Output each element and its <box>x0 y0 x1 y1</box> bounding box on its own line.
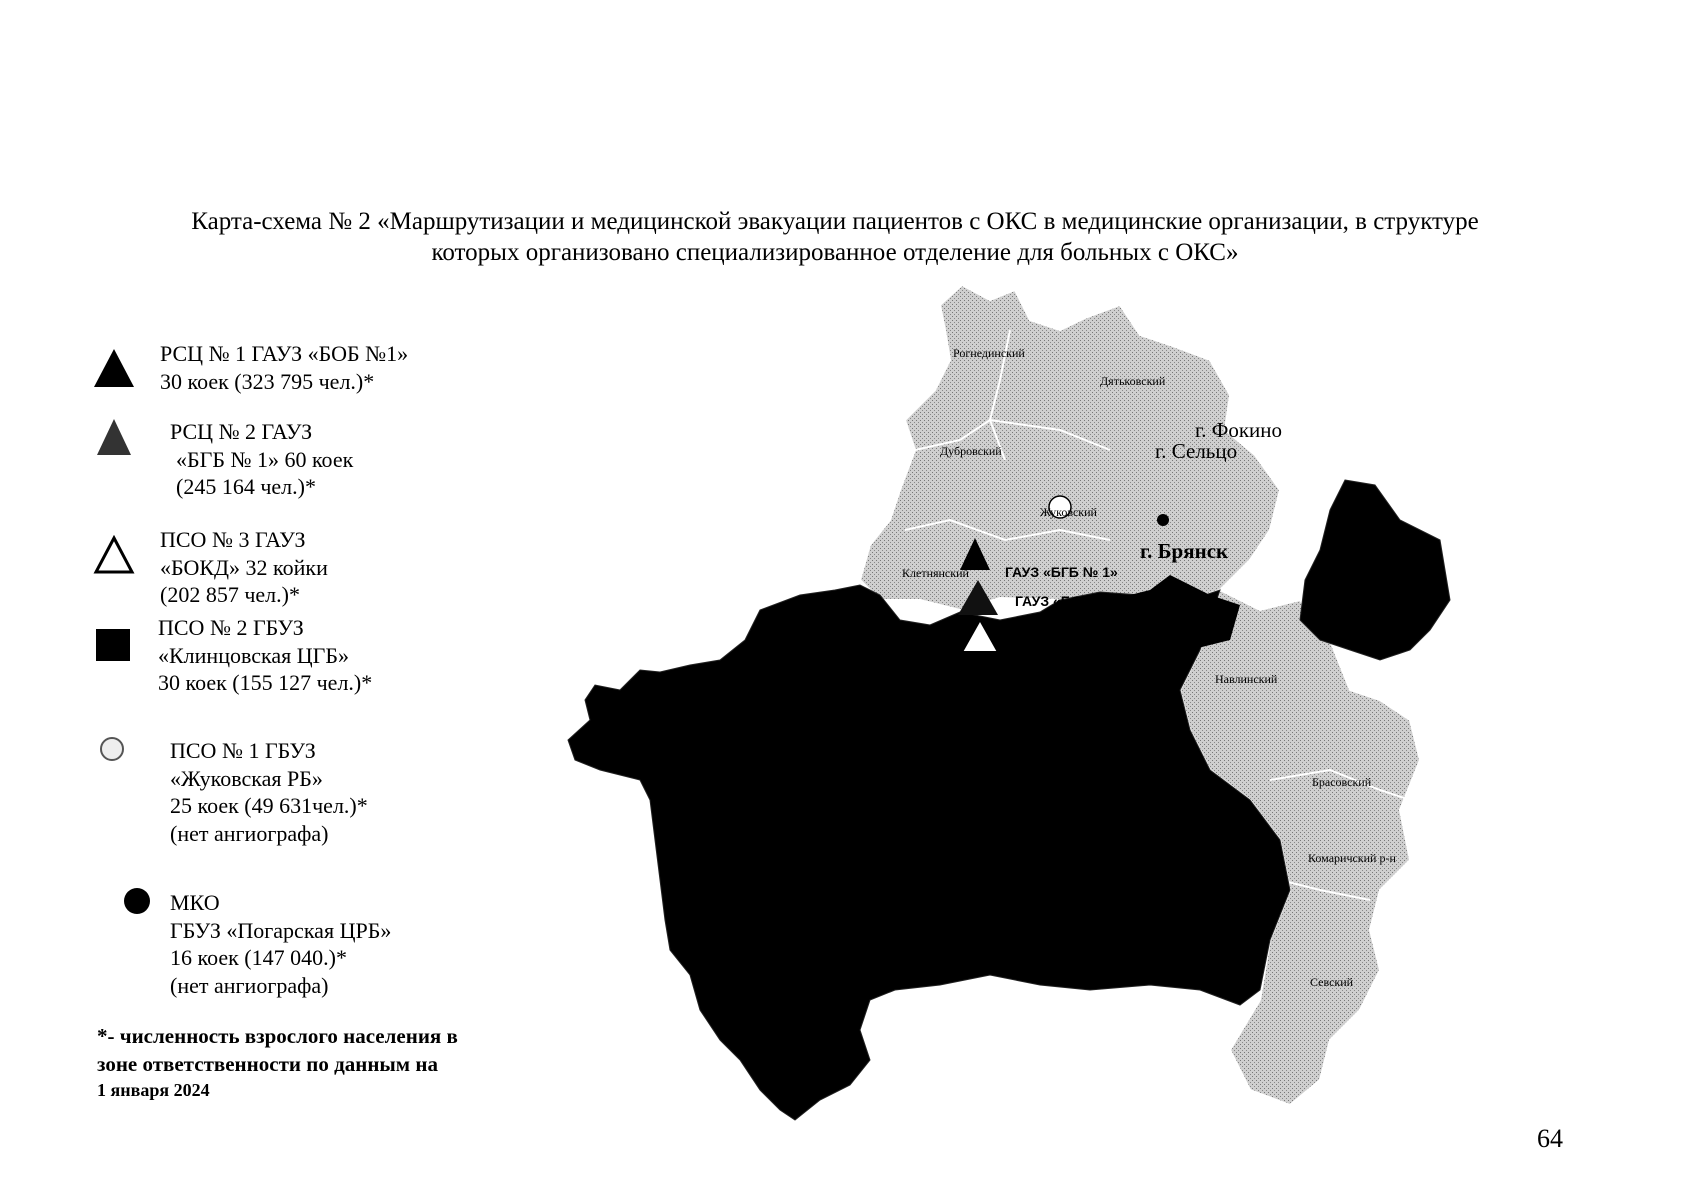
map-title-line-1: Карта-схема № 2 «Маршрутизации и медицинской эвакуации пациентов с ОКС в медицинские организации, в структуре <box>191 208 1479 235</box>
footnote-line: *- численность взрослого населения в <box>97 1024 458 1048</box>
city-label: г. Сельцо <box>1155 439 1238 463</box>
legend-text: 16 коек (147 040.)* <box>170 945 347 970</box>
district-label: Комаричский р-н <box>1308 851 1396 865</box>
district-label: Севский <box>1310 975 1354 989</box>
city-label: г. Брянск <box>1140 539 1229 563</box>
legend-text: РСЦ № 1 ГАУЗ «БОБ №1» <box>160 341 409 366</box>
city-label: г. Фокино <box>1195 418 1283 442</box>
district-label: Рогнединский <box>953 346 1025 360</box>
legend-text: (202 857 чел.)* <box>160 582 300 607</box>
legend-text: 25 коек (49 631чел.)* <box>170 793 368 818</box>
page-number: 64 <box>1537 1124 1563 1153</box>
district-label: Жуковский <box>1040 505 1097 519</box>
footnote-line: зоне ответственности по данным на <box>97 1052 438 1076</box>
dark-zone <box>568 585 1290 1120</box>
legend-text: «БГБ № 1» 60 коек <box>176 446 354 472</box>
district-label: Дятьковский <box>1100 374 1166 388</box>
legend-text: (нет ангиографа) <box>170 820 329 846</box>
district-label: Дубровский <box>940 444 1002 458</box>
legend-text: 30 коек (323 795 чел.)* <box>160 368 375 394</box>
facility-label: ГАУЗ «БОКД» <box>1000 643 1094 659</box>
legend-text: ПСО № 3 ГАУЗ <box>160 527 306 552</box>
footnote-line: 1 января 2024 <box>97 1080 210 1100</box>
legend-text: «Клинцовская ЦГБ» <box>158 642 349 668</box>
district-label: Брасовский <box>1312 775 1372 789</box>
legend-text: «БОКД» 32 койки <box>160 554 328 580</box>
bryansk-dot-icon <box>1157 514 1169 526</box>
legend-text: ПСО № 2 ГБУЗ <box>158 615 304 640</box>
legend-text: ГБУЗ «Погарская ЦРБ» <box>170 917 392 943</box>
legend-text: (нет ангиографа) <box>170 972 329 998</box>
legend-text: ПСО № 1 ГБУЗ <box>170 738 316 763</box>
dark-zone-east <box>1300 480 1450 660</box>
legend-text: (245 164 чел.)* <box>176 474 316 499</box>
legend-text: «Жуковская РБ» <box>170 765 323 791</box>
district-label: Навлинский <box>1215 672 1278 686</box>
facility-label: ГАУЗ «БГБ № 1» <box>1005 564 1118 580</box>
legend-text: 30 коек (155 127 чел.)* <box>158 670 373 695</box>
district-label: Клетнянский <box>902 566 969 580</box>
map-title-line-2: которых организовано специализированное отделение для больных с ОКС» <box>431 239 1239 266</box>
legend-text: РСЦ № 2 ГАУЗ <box>170 419 313 444</box>
facility-label: ГАУЗ «БОБ № 1» <box>1015 593 1131 609</box>
legend-text: МКО <box>170 890 220 915</box>
